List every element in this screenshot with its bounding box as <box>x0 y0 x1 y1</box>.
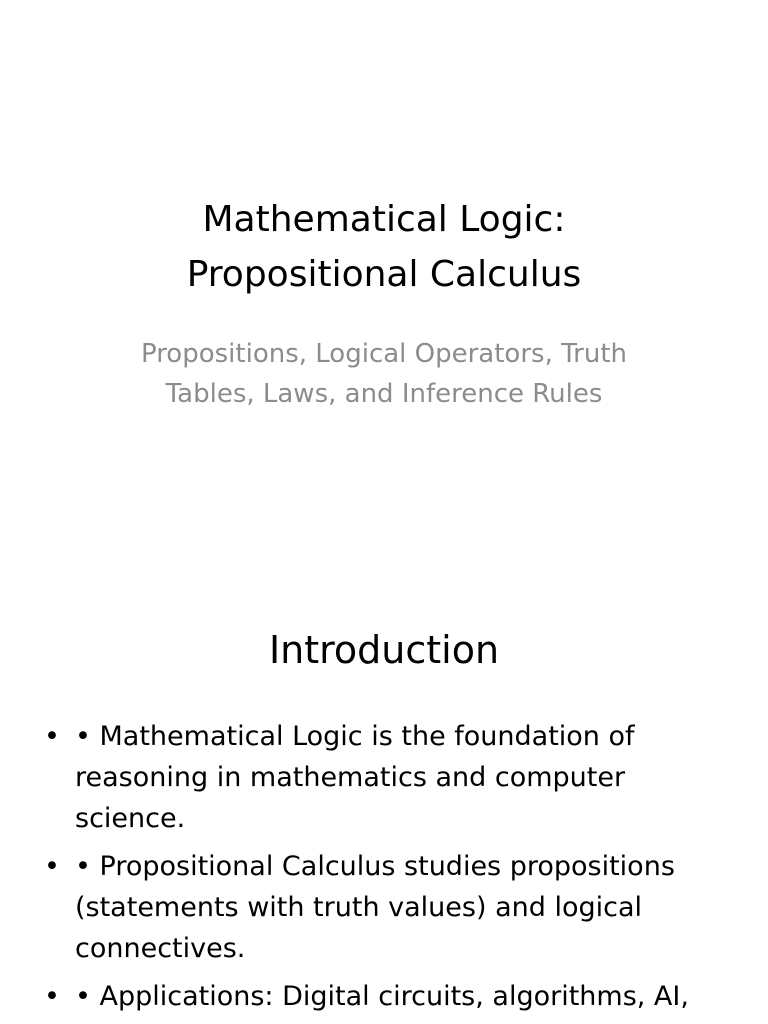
slide-subtitle-line-2: Tables, Laws, and Inference Rules <box>165 379 603 409</box>
slide-subtitle <box>96 334 672 414</box>
slide-subtitle-line-1: Propositions, Logical Operators, Truth <box>140 339 628 369</box>
list-item <box>0 716 768 839</box>
bullet-marker: • <box>44 851 60 882</box>
bullet-list <box>0 716 768 1024</box>
slide-title <box>0 192 768 302</box>
list-item-text: • Applications: Digital circuits, algorithms, AI, <box>75 981 689 1012</box>
bullet-marker: • <box>44 981 60 1012</box>
slide-title-line-2: Propositional Calculus <box>186 254 582 295</box>
bullet-marker: • <box>44 721 60 752</box>
list-item <box>0 846 768 969</box>
slide-title-line-1: Mathematical Logic: <box>202 199 566 240</box>
slide-heading: Introduction <box>268 628 500 672</box>
list-item <box>0 976 768 1017</box>
list-item-text: • Propositional Calculus studies propositions (statements with truth values) and logical connectives. <box>75 851 675 964</box>
introduction-slide <box>0 590 768 1024</box>
list-item-text: • Mathematical Logic is the foundation of reasoning in mathematics and computer science. <box>75 721 635 834</box>
